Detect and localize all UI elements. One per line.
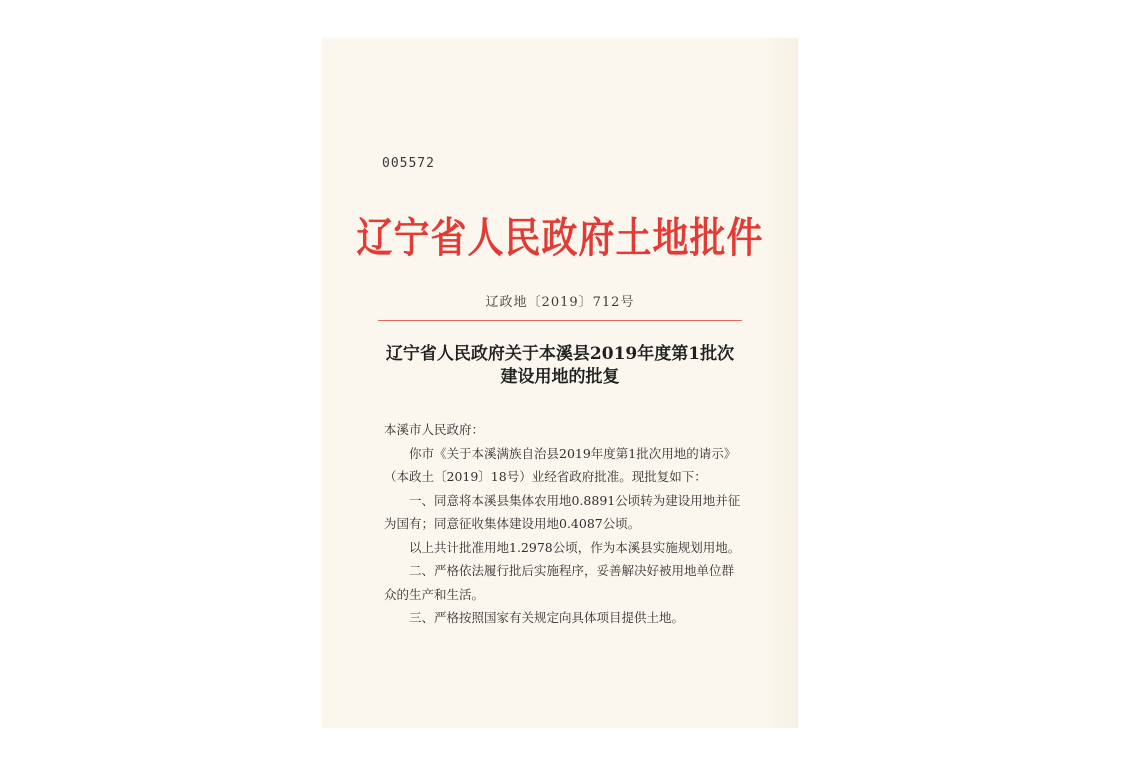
document-number: 辽政地〔2019〕712号: [485, 295, 635, 310]
subject-title-line-1: 辽宁省人民政府关于本溪县2019年度第1批次: [385, 344, 735, 364]
red-divider-line: [378, 320, 742, 321]
masthead-title: 辽宁省人民政府土地批件: [356, 215, 764, 263]
paragraph-item-3: 三、严格按照国家有关规定向具体项目提供土地。: [409, 610, 685, 625]
salutation: 本溪市人民政府：: [384, 422, 485, 437]
paragraph-request: 你市《关于本溪满族自治县2019年度第1批次用地的请示》（本政土〔2019〕18号）业经省政府批准。现批复如下：: [384, 445, 737, 484]
subject-title: [322, 343, 798, 389]
serial-number: 005572: [382, 156, 435, 171]
subject-title-line-2: 建设用地的批复: [500, 367, 620, 387]
document-page: [322, 38, 798, 728]
paragraph-item-1: 一、同意将本溪县集体农用地0.8891公顷转为建设用地并征为国有；同意征收集体建设用地0.4087公顷。: [384, 492, 741, 531]
paragraph-total: 以上共计批准用地1.2978公顷，作为本溪县实施规划用地。: [409, 539, 741, 555]
document-body: [384, 418, 744, 630]
paragraph-item-2: 二、严格依法履行批后实施程序，妥善解决好被用地单位群众的生产和生活。: [384, 563, 735, 602]
